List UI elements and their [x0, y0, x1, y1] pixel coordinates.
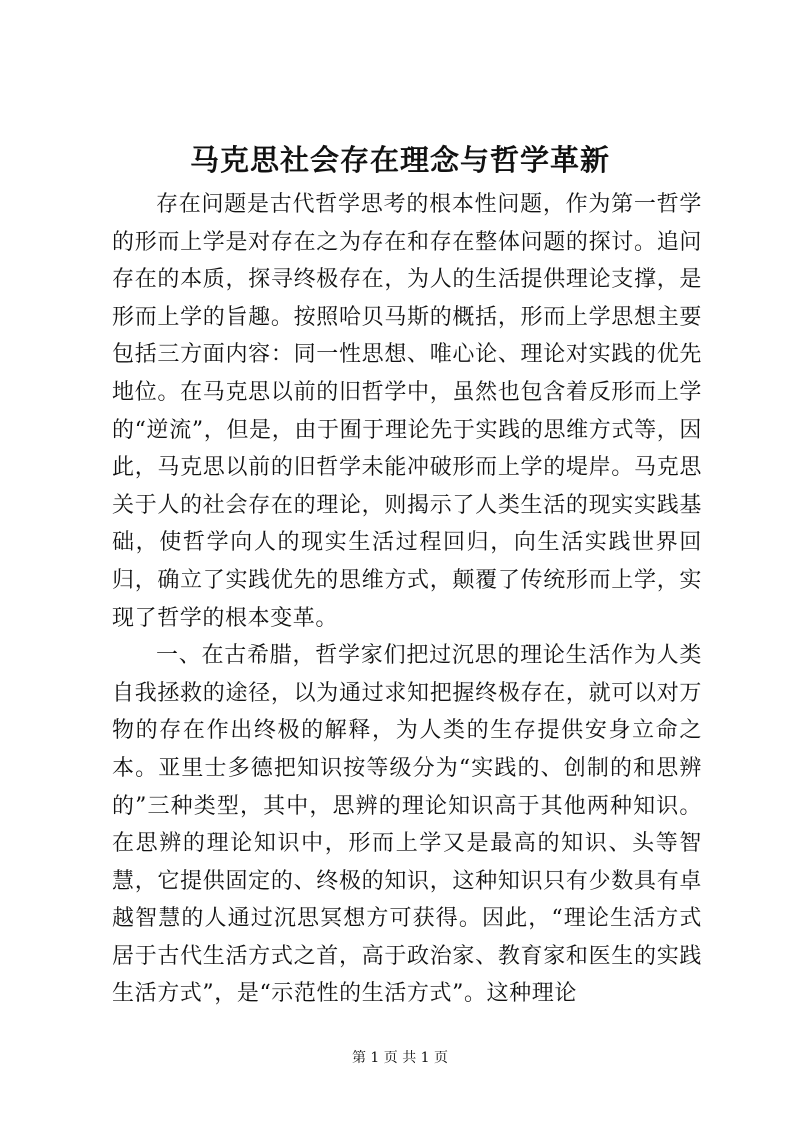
paragraph-2: 一、在古希腊，哲学家们把过沉思的理论生活作为人类自我拯救的途径，以为通过求知把握终极存在，就可以对万物的存在作出终极的解释，为人类的生存提供安身立命之本。亚里士多德把知识按等级分为“实践的、创制的和思辨的”三种类型，其中，思辨的理论知识高于其他两种知识。在思辨的理论知识中，形而上学又是最高的知识、头等智慧，它提供固定的、终极的知识，这种知识只有少数具有卓越智慧的人通过沉思冥想方可获得。因此，“理论生活方式居于古代生活方式之首，高于政治家、教育家和医生的实践生活方式”，是“示范性的生活方式”。这种理论 — [112, 643, 702, 1007]
document-body — [112, 186, 702, 1013]
document-title: 马克思社会存在理念与哲学革新 — [189, 143, 610, 177]
page-footer: 第 1 页 共 1 页 — [351, 1050, 449, 1066]
paragraph-1: 存在问题是古代哲学思考的根本性问题，作为第一哲学的形而上学是对存在之为存在和存在整体问题的探讨。追问存在的本质，探寻终极存在，为人的生活提供理论支撑，是形而上学的旨趣。按照哈贝马斯的概括，形而上学思想主要包括三方面内容：同一性思想、唯心论、理论对实践的优先地位。在马克思以前的旧哲学中，虽然也包含着反形而上学的“逆流”，但是，由于囿于理论先于实践的思维方式等，因此，马克思以前的旧哲学未能冲破形而上学的堤岸。马克思关于人的社会存在的理论，则揭示了人类生活的现实实践基础，使哲学向人的现实生活过程回归，向生活实践世界回归，确立了实践优先的思维方式，颠覆了传统形而上学，实现了哲学的根本变革。 — [112, 192, 702, 631]
